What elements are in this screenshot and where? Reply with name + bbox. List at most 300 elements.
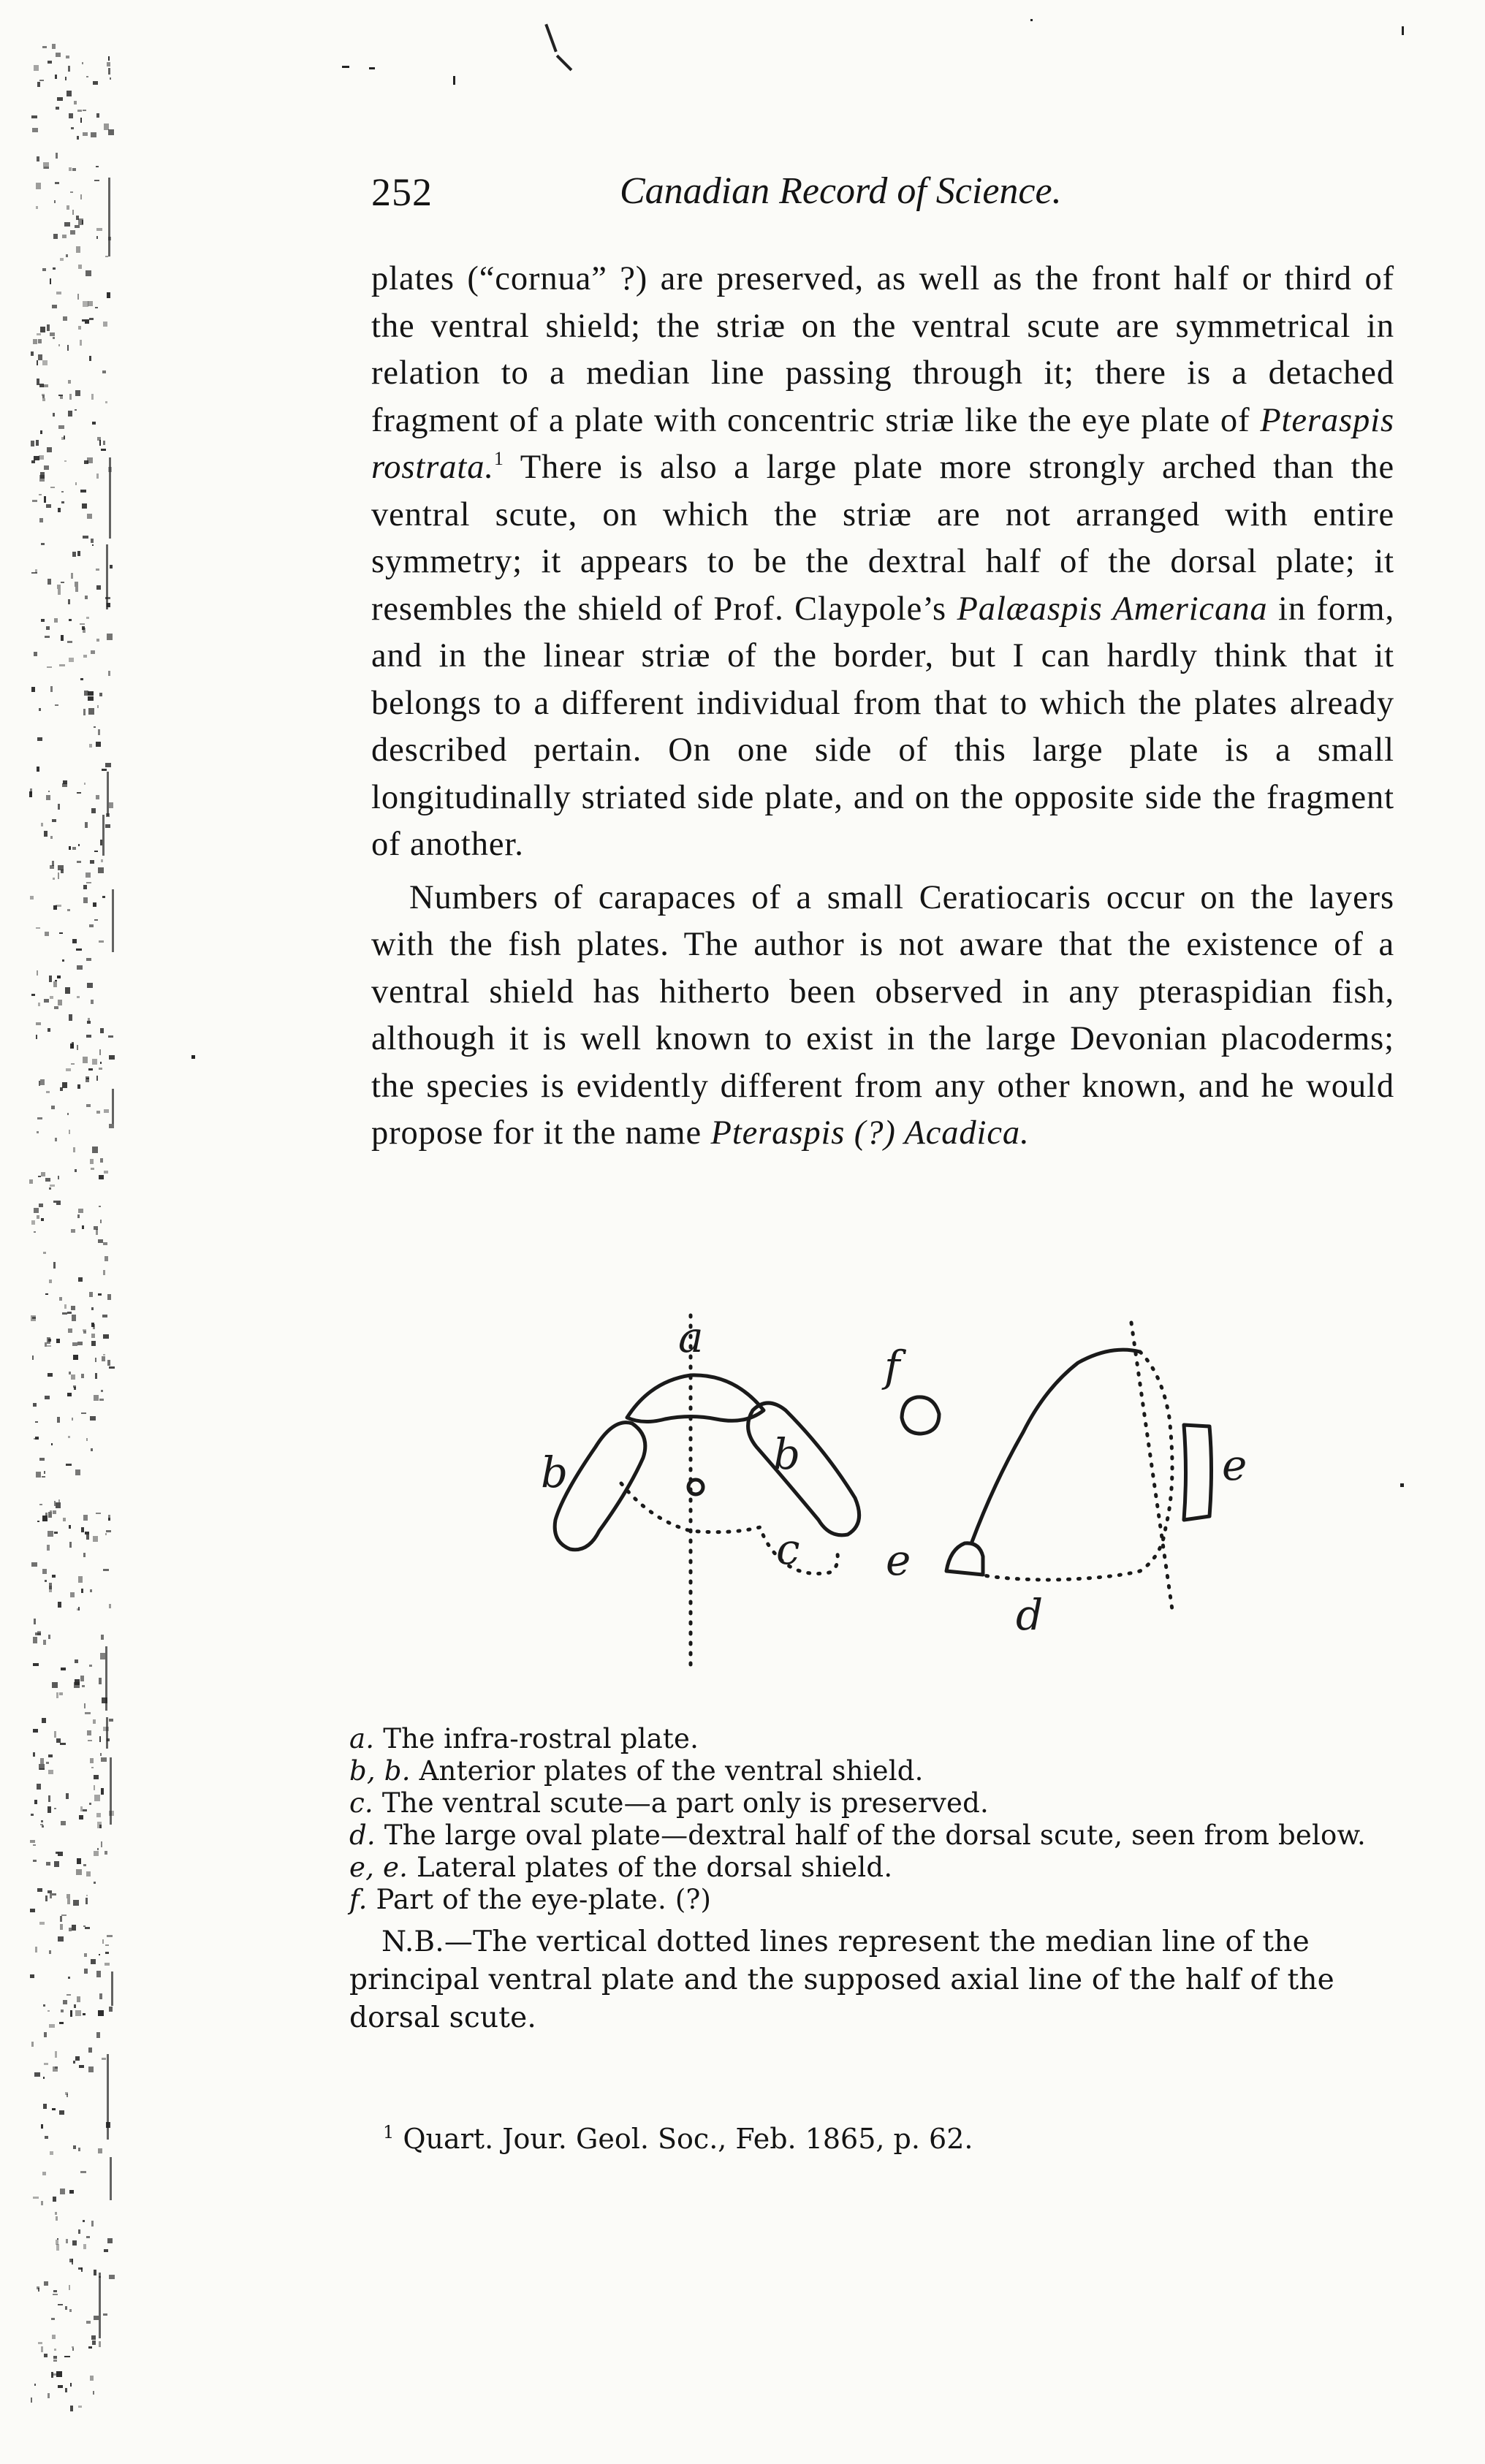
scan-speck [44,2281,48,2285]
scan-speck [40,430,42,434]
scan-speck [33,1637,37,1643]
scan-speck [34,1800,38,1804]
scan-speck [42,2172,46,2175]
scan-speck [110,77,111,80]
scan-speck [107,62,110,66]
scan-speck [65,2092,68,2095]
scan-speck [71,1374,75,1380]
scan-mark [342,66,349,68]
scan-speck [96,742,100,747]
scan-speck [61,582,65,584]
scan-speck [91,1307,94,1310]
scan-speck [48,579,51,585]
scan-speck [96,113,99,118]
scan-speck [73,1147,75,1152]
scan-speck [69,619,72,621]
scan-speck [96,474,99,479]
scan-speck [62,959,64,961]
scan-speck [109,2007,112,2012]
scan-speck [67,1994,72,1996]
scan-speck [92,544,94,546]
scan-speck [85,822,88,828]
scan-speck [45,636,50,638]
scan-speck [72,2240,77,2246]
scan-speck [77,1045,79,1050]
scan-speck [33,2197,39,2199]
scan-speck [50,278,51,284]
scan-speck [48,1795,51,1801]
scan-speck [37,333,42,336]
scan-speck [39,1922,45,1925]
scan-speck [33,1663,39,1666]
scan-speck [77,1858,81,1864]
scan-speck [65,2306,67,2310]
scan-speck [57,1417,60,1423]
scan-speck [44,2354,48,2357]
scan-speck [50,487,55,488]
scan-speck [85,1712,91,1714]
scan-speck [79,2065,84,2068]
legend-key: f. [349,1884,368,1915]
scan-speck [86,270,91,276]
scan-speck [81,1589,83,1593]
legend-list [349,1723,1394,1916]
scan-speck [32,1355,34,1360]
scan-speck [96,1813,101,1817]
legend-key: c. [349,1787,373,1819]
scan-speck [48,2010,50,2012]
scan-speck [86,882,91,883]
text-run: There is also a large plate more strongly arched than the ventral scute, on which the striæ are not arranged with entire symmetry; it appears to be the dextral half of the dorsal plate; it resembles the shield of Prof. Claypole’s [371,449,1394,628]
scan-streak [110,2157,112,2200]
plate-e-left-outline [946,1543,983,1575]
scan-speck [75,1679,80,1685]
scan-speck [82,503,87,509]
scan-speck [30,1840,36,1844]
scan-speck [68,1436,70,1438]
scan-speck [37,1784,41,1790]
scan-speck [58,395,62,396]
scan-speck [80,118,83,123]
scan-streak [106,544,108,609]
scan-speck [86,1871,91,1876]
scan-speck [69,2259,74,2262]
scan-speck [77,294,79,300]
scan-speck [47,666,51,668]
body-text [371,256,1394,1157]
scan-speck [46,795,50,800]
scan-speck [99,2341,101,2346]
species-name: Pteraspis rostrata. [371,401,1394,486]
scan-speck [104,2249,108,2252]
scan-speck [52,1893,56,1895]
scan-speck [59,2110,64,2115]
scan-speck [41,2124,43,2129]
scan-speck [107,292,110,298]
scan-speck [58,589,61,595]
scan-speck [86,1076,89,1082]
scan-speck [72,1925,76,1931]
scan-speck [86,76,88,78]
plate-b-left-outline [555,1423,645,1550]
scan-speck [72,168,76,170]
scan-speck [101,1757,107,1762]
scan-speck [52,2373,58,2376]
scan-speck [60,1916,62,1922]
figure-label-b-right: b [773,1429,801,1479]
scan-speck [49,1950,51,1953]
figure-label-e-center: e [886,1535,911,1585]
scan-speck [36,927,39,929]
scan-speck [91,650,95,654]
scan-speck [42,398,45,401]
scan-speck [83,2013,86,2015]
scan-speck [96,228,102,230]
scan-speck [92,2341,96,2345]
legend-item [349,1884,1394,1916]
scan-speck [96,166,99,168]
scan-speck [109,1055,115,1060]
scan-speck [96,639,99,642]
scan-speck [99,940,104,942]
scan-speck [37,1888,43,1892]
scan-speck [98,729,100,735]
scan-speck [77,136,78,140]
scan-speck [70,2010,72,2017]
scan-speck [78,1607,80,1610]
scan-streak [108,178,110,257]
scan-speck [86,617,89,619]
scan-speck [96,236,98,239]
scan-speck [50,865,55,869]
scan-speck [108,671,110,677]
scan-speck [72,2348,74,2351]
scan-speck [66,1068,71,1071]
scan-speck [41,2346,42,2352]
scan-speck [101,859,103,862]
scan-speck [84,691,89,696]
scan-speck [43,1640,46,1646]
scan-speck [97,705,99,708]
scan-speck [72,1418,74,1421]
scan-speck [58,2385,63,2389]
plate-e-right-outline [1184,1425,1212,1520]
scan-speck [78,2406,82,2408]
legend-text: Anterior plates of the ventral shield. [419,1755,924,1787]
scan-speck [75,2056,79,2061]
scan-speck [69,1130,70,1134]
text-run: plates (“cornua” ?) are preserved, as well as the front half or third of the ventral shield; the striæ on the ventral scute are symmetrical in relation to a median line passing through it; there is a detached fragment of a plate with concentric striæ like the eye plate of [371,260,1394,439]
scan-speck [66,1464,72,1466]
scan-speck [75,587,78,593]
scan-speck [88,301,93,306]
scan-speck [64,222,70,227]
scan-speck [85,1532,89,1535]
specimen-drawing [541,1308,1272,1688]
scan-speck [89,924,94,927]
scan-speck [31,1562,37,1567]
scan-speck [82,319,85,321]
scan-speck [108,56,110,61]
figure-label-c: c [776,1524,800,1574]
scan-speck [64,436,65,439]
scan-speck [105,824,110,829]
scan-speck [47,324,50,331]
scan-speck [38,2288,39,2292]
scan-speck [93,902,96,907]
scan-speck [52,1682,58,1688]
scan-speck [42,268,47,271]
scan-speck [52,2335,56,2339]
scan-speck [54,1808,56,1810]
scan-speck [48,2393,50,2398]
scan-speck [69,1014,72,1021]
scan-speck [74,2004,76,2008]
scan-speck [63,316,67,321]
scan-speck [60,2189,64,2194]
scan-speck [43,384,48,387]
scan-speck [85,596,88,600]
scan-speck [61,491,64,493]
scan-speck [66,2239,67,2243]
scan-speck [75,482,77,484]
scan-speck [59,932,63,935]
scan-streak [111,1971,113,2006]
scan-speck [99,693,102,697]
scan-speck [39,1204,43,1208]
nb-note: N.B.—The vertical dotted lines represent the median line of the principal ventral plate and the supposed axial line of the half of the dorsal scute. [349,1925,1334,2034]
scan-speck [41,823,43,826]
scan-speck [67,345,69,351]
scan-speck [36,206,38,209]
scan-speck [72,552,76,557]
scan-speck [75,225,79,228]
scan-speck [36,1022,42,1025]
scan-speck [53,1262,56,1269]
scan-speck [75,1469,80,1475]
scan-speck [86,1898,88,1904]
scan-speck [47,1345,51,1347]
scan-speck [50,332,55,337]
scan-speck [83,110,86,111]
scan-speck [78,1209,83,1213]
scan-speck [71,1229,75,1233]
plate-d-outline [972,1350,1140,1542]
scan-speck [78,265,82,269]
scan-streak [107,2054,109,2140]
scan-speck [95,1373,98,1379]
scan-speck [54,1731,56,1738]
scan-speck [63,1518,66,1521]
scan-speck [78,1277,83,1282]
scan-speck [43,2104,46,2109]
scan-speck [61,1821,66,1825]
scan-speck [100,1220,102,1223]
scan-speck [35,1421,38,1423]
figure-label-b-left: b [541,1448,569,1497]
scan-speck [91,1767,94,1768]
scan-speck [107,634,113,640]
scan-speck [105,763,110,768]
text-run: in form, and in the linear striæ of the border, but I can hardly think that it belongs to a different individual from that to which the plates already described pertain. On one side of this large plate is a small longitudinally striated side plate, and on the opposite side the fragment of another. [371,590,1394,863]
scan-speck [46,1762,49,1763]
scan-speck [69,1542,72,1548]
scan-speck [76,1869,82,1875]
scan-speck [33,1860,37,1863]
scan-speck [64,460,67,462]
scan-speck [43,2077,45,2079]
scan-speck [31,460,35,463]
scan-speck [58,1176,59,1179]
scan-speck [69,394,72,400]
scan-speck [37,767,40,772]
scan-speck [72,939,77,943]
scan-speck [88,2047,92,2053]
legend-text: Lateral plates of the dorsal shield. [417,1852,893,1883]
scan-speck [42,1516,48,1521]
scan-speck [31,2398,32,2403]
scan-speck [93,1536,98,1542]
legend-item [349,1820,1394,1852]
scan-speck [39,1458,45,1461]
scan-speck [104,1171,108,1174]
plate-b-right-outline [748,1403,859,1535]
scan-speck [89,1292,93,1296]
scan-speck [46,504,51,509]
scan-speck [78,2267,83,2270]
scan-speck [92,1059,96,1064]
scan-speck [44,167,49,169]
scan-speck [67,909,71,911]
scan-speck [53,2197,57,2201]
scan-speck [100,1653,105,1659]
legend-key: a. [349,1723,375,1754]
scan-speck [39,1504,43,1505]
scan-speck [65,2388,67,2393]
scan-speck [105,1963,110,1966]
scan-speck [53,2360,57,2362]
scan-speck [94,1882,96,1884]
scan-speck [30,1909,35,1912]
scan-speck [41,1820,43,1822]
scan-speck [69,846,71,850]
scan-speck [78,326,81,330]
scan-speck [55,2051,56,2058]
scan-speck [63,780,67,785]
scan-speck [87,983,92,988]
scan-speck [54,1006,58,1009]
scan-speck [51,1106,55,1109]
scan-speck [64,1304,67,1309]
scan-speck [48,791,50,792]
scan-speck [87,1021,90,1024]
scan-speck [70,2383,72,2387]
scan-speck [83,301,88,307]
scan-speck [56,1692,58,1698]
scan-speck [101,1390,103,1392]
scan-mark [191,1055,195,1059]
scan-speck [57,97,63,101]
scan-speck [69,113,72,118]
scan-speck [48,61,52,64]
scan-speck [53,337,55,339]
scan-speck [86,1438,88,1441]
scan-speck [60,258,64,261]
scan-speck [72,210,75,215]
scan-speck [88,2066,94,2072]
scan-speck [48,1512,52,1517]
scan-speck [109,2275,115,2279]
scan-speck [83,1515,88,1521]
scan-speck [86,958,91,960]
scan-speck [55,182,59,184]
scan-speck [39,455,44,460]
scan-speck [85,1927,90,1930]
scan-speck [48,1754,53,1758]
scan-speck [89,1665,92,1667]
scan-speck [30,896,34,900]
scan-speck [50,1185,55,1187]
scan-speck [91,2335,96,2339]
scan-speck [103,322,107,327]
scan-speck [44,465,49,469]
scan-speck [31,441,34,446]
scan-speck [47,1545,50,1551]
scan-speck [45,1895,48,1901]
scan-speck [78,1576,83,1582]
scan-speck [87,1730,91,1735]
scan-speck [37,156,39,161]
scan-speck [101,1635,104,1640]
scan-speck [91,1334,96,1338]
footnote-reference: 1 [493,448,504,469]
plate-d-dotted-edge [979,1352,1172,1580]
scan-speck [103,1354,105,1355]
scan-speck [78,2229,80,2234]
scan-speck [91,132,96,137]
scan-speck [103,2313,107,2316]
scan-speck [33,339,37,344]
scan-speck [37,1215,39,1218]
scan-speck [105,401,108,403]
text-run: Numbers of carapaces of a small Ceratiocaris occur on the layers with the fish plates. The author is not aware that the existence of a ventral shield has hitherto been observed in any pteraspidian fish, although it is well known to exist in the large Devonian placoderms; the species is evidently different from any other known, and he would propose for it the name [371,878,1394,1152]
legend-key: b, b. [349,1755,411,1787]
scan-speck [64,2356,70,2357]
scan-speck [80,340,81,346]
scan-speck [95,1358,97,1362]
scan-speck [34,1619,36,1624]
scan-speck [32,1317,37,1318]
scan-speck [86,1895,88,1896]
figure-label-a: a [678,1312,704,1362]
scan-speck [34,652,37,656]
scan-speck [80,1676,84,1681]
scan-speck [89,744,92,748]
scan-speck [81,1374,84,1378]
scan-speck [99,1175,104,1179]
scan-speck [53,413,55,416]
scan-speck [77,551,80,556]
scan-speck [99,1993,102,1999]
scan-speck [54,618,58,623]
scan-speck [96,1111,100,1114]
figure-label-d: d [1016,1590,1044,1640]
scan-speck [59,2022,64,2024]
scan-speck [58,344,60,346]
scan-speck [91,808,96,814]
scan-speck [80,194,83,200]
scan-speck [109,1604,111,1609]
